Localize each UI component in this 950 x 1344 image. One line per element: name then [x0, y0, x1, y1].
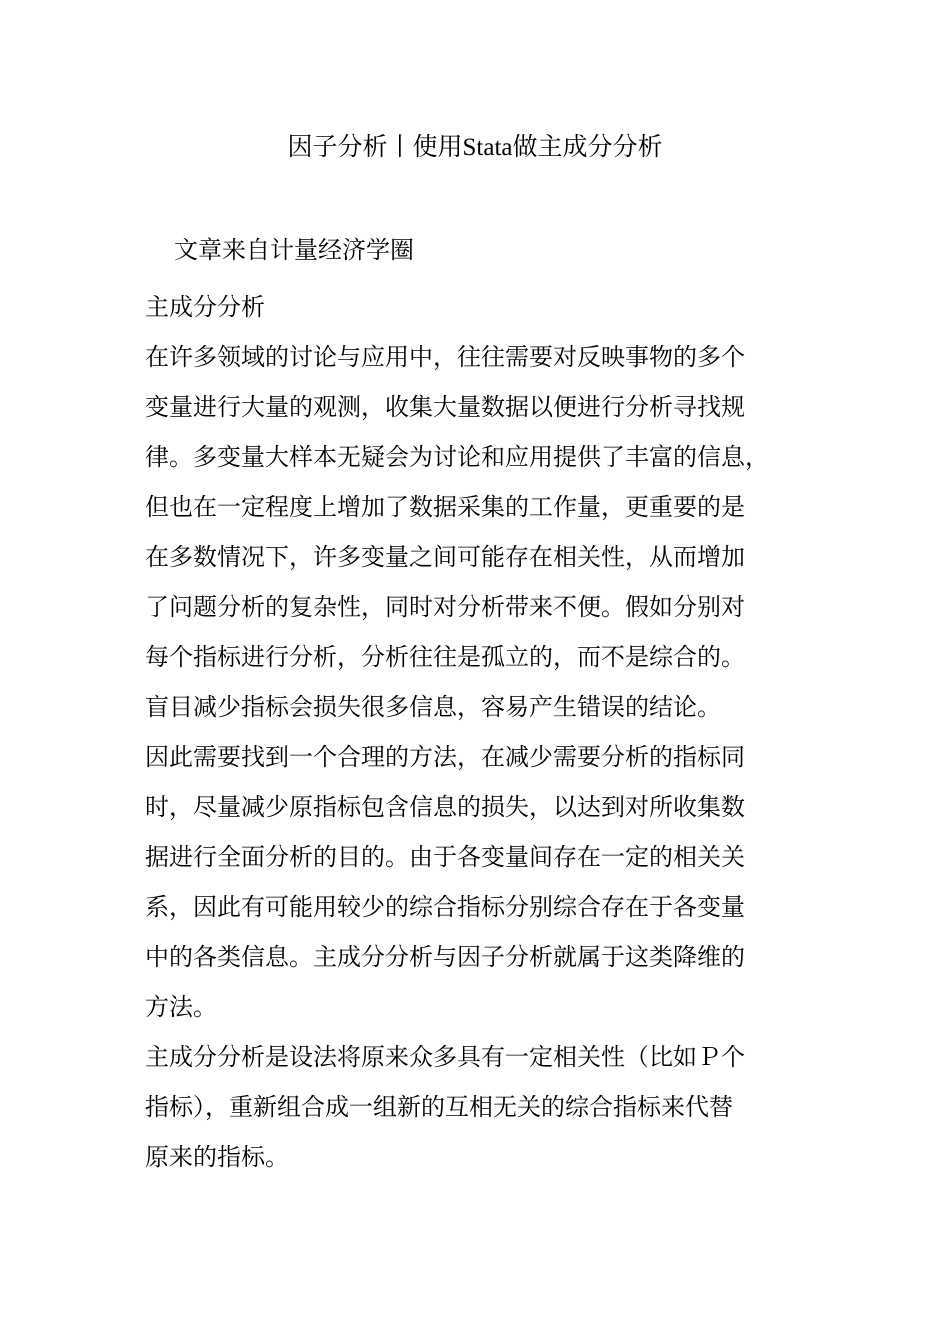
paragraph-line: 律。多变量大样本无疑会为讨论和应用提供了丰富的信息， — [145, 443, 769, 471]
paragraph-line: 系，因此有可能用较少的综合指标分别综合存在于各变量 — [145, 893, 745, 921]
document-body — [145, 282, 795, 1182]
paragraph-line: 了问题分析的复杂性，同时对分析带来不便。假如分别对 — [145, 593, 745, 621]
paragraph-line: 但也在一定程度上增加了数据采集的工作量，更重要的是 — [145, 493, 745, 521]
paragraph-line: 时，尽量减少原指标包含信息的损失，以达到对所收集数 — [145, 793, 745, 821]
paragraph-2 — [145, 732, 795, 1032]
paragraph-line: 在多数情况下，许多变量之间可能存在相关性，从而增加 — [145, 543, 745, 571]
paragraph-line: 中的各类信息。主成分分析与因子分析就属于这类降维的 — [145, 943, 745, 971]
paragraph-1 — [145, 332, 795, 732]
paragraph-3 — [145, 1032, 795, 1182]
source-line: 文章来自计量经济学圈 — [174, 236, 414, 264]
document-title: 因子分析丨使用Stata做主成分分析 — [287, 134, 663, 161]
paragraph-line: 因此需要找到一个合理的方法，在减少需要分析的指标同 — [145, 743, 745, 771]
paragraph-line: 盲目减少指标会损失很多信息，容易产生错误的结论。 — [145, 693, 721, 721]
paragraph-line: 原来的指标。 — [145, 1143, 289, 1171]
paragraph-line: 每个指标进行分析，分析往往是孤立的，而不是综合的。 — [145, 643, 745, 671]
paragraph-line: 在许多领域的讨论与应用中，往往需要对反映事物的多个 — [145, 343, 745, 371]
paragraph-line: 指标），重新组合成一组新的互相无关的综合指标来代替 — [145, 1093, 733, 1121]
section-heading: 主成分分析 — [145, 293, 265, 321]
paragraph-line: 据进行全面分析的目的。由于各变量间存在一定的相关关 — [145, 843, 745, 871]
paragraph-line: 方法。 — [145, 993, 217, 1021]
paragraph-line: 主成分分析是设法将原来众多具有一定相关性（比如Ｐ个 — [145, 1043, 745, 1071]
paragraph-line: 变量进行大量的观测，收集大量数据以便进行分析寻找规 — [145, 393, 745, 421]
